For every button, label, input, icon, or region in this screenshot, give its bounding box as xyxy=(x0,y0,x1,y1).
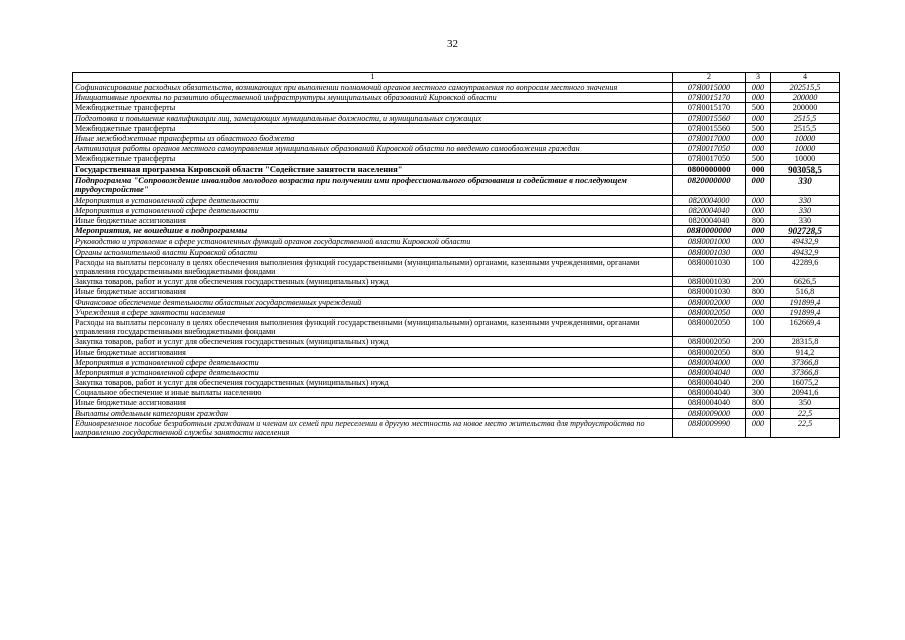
row-code-cell: 07Я0017050 xyxy=(673,154,746,164)
table-row xyxy=(73,113,840,123)
row-code-cell: 07Я0017050 xyxy=(673,144,746,154)
row-expense-type-cell: 200 xyxy=(746,378,771,388)
table-row xyxy=(73,418,840,437)
row-name-cell: Иные бюджетные ассигнования xyxy=(73,398,673,408)
budget-table-body xyxy=(73,83,840,438)
column-header-code: 2 xyxy=(673,73,746,83)
table-row xyxy=(73,216,840,226)
table-row xyxy=(73,123,840,133)
row-name-cell: Межбюджетные трансферты xyxy=(73,154,673,164)
row-code-cell: 07Я0015170 xyxy=(673,93,746,103)
row-code-cell: 08Я0004040 xyxy=(673,378,746,388)
row-code-cell: 08Я0002050 xyxy=(673,337,746,347)
row-amount-cell: 330 xyxy=(771,206,840,216)
row-name-cell: Органы исполнительной власти Кировской области xyxy=(73,247,673,257)
row-name-cell: Иные бюджетные ассигнования xyxy=(73,287,673,297)
row-name-cell: Межбюджетные трансферты xyxy=(73,123,673,133)
column-header-expense-type: 3 xyxy=(746,73,771,83)
table-row xyxy=(73,307,840,317)
row-code-cell: 0820004000 xyxy=(673,195,746,205)
table-row xyxy=(73,144,840,154)
table-row xyxy=(73,195,840,205)
row-amount-cell: 16075,2 xyxy=(771,378,840,388)
row-code-cell: 08Я0001030 xyxy=(673,277,746,287)
row-expense-type-cell: 200 xyxy=(746,337,771,347)
row-amount-cell: 49432,9 xyxy=(771,247,840,257)
page-number: 32 xyxy=(447,38,458,50)
row-expense-type-cell: 200 xyxy=(746,277,771,287)
row-name-cell: Активизация работы органов местного самоуправления муниципальных образований Кировской области по введению самообложения граждан xyxy=(73,144,673,154)
table-row xyxy=(73,347,840,357)
row-code-cell: 07Я0015560 xyxy=(673,123,746,133)
row-name-cell: Межбюджетные трансферты xyxy=(73,103,673,113)
row-name-cell: Подготовка и повышение квалификации лиц, замещающих муниципальные должности, и муниципальных служащих xyxy=(73,113,673,123)
row-amount-cell: 330 xyxy=(771,195,840,205)
table-row xyxy=(73,367,840,377)
table-row xyxy=(73,287,840,297)
table-row xyxy=(73,337,840,347)
table-row xyxy=(73,378,840,388)
row-code-cell: 08Я0004040 xyxy=(673,398,746,408)
table-row xyxy=(73,398,840,408)
row-name-cell: Мероприятия в установленной сфере деятельности xyxy=(73,195,673,205)
row-code-cell: 08Я0002000 xyxy=(673,297,746,307)
row-expense-type-cell: 000 xyxy=(746,307,771,317)
row-expense-type-cell: 800 xyxy=(746,347,771,357)
row-expense-type-cell: 000 xyxy=(746,164,771,175)
row-name-cell: Мероприятия в установленной сфере деятельности xyxy=(73,367,673,377)
row-expense-type-cell: 500 xyxy=(746,154,771,164)
row-amount-cell: 10000 xyxy=(771,144,840,154)
row-name-cell: Иные бюджетные ассигнования xyxy=(73,216,673,226)
row-name-cell: Финансовое обеспечение деятельности областных государственных учреждений xyxy=(73,297,673,307)
row-code-cell: 08Я0004040 xyxy=(673,367,746,377)
row-amount-cell: 22,5 xyxy=(771,418,840,437)
table-row xyxy=(73,83,840,93)
row-amount-cell: 6626,5 xyxy=(771,277,840,287)
row-expense-type-cell: 800 xyxy=(746,398,771,408)
row-expense-type-cell: 000 xyxy=(746,367,771,377)
table-row xyxy=(73,408,840,418)
row-amount-cell: 20941,6 xyxy=(771,388,840,398)
row-expense-type-cell: 000 xyxy=(746,418,771,437)
table-row xyxy=(73,247,840,257)
row-code-cell: 07Я0015560 xyxy=(673,113,746,123)
row-name-cell: Единовременное пособие безработным гражданам и членам их семей при переселении в другую местность на новое место жительства для трудоустройства по направлению государственной службы занятости населения xyxy=(73,418,673,437)
table-row xyxy=(73,237,840,247)
table-row xyxy=(73,317,840,336)
row-code-cell: 07Я0015170 xyxy=(673,103,746,113)
table-row xyxy=(73,357,840,367)
row-code-cell: 0820004040 xyxy=(673,216,746,226)
row-name-cell: Мероприятия в установленной сфере деятельности xyxy=(73,357,673,367)
row-code-cell: 08Я0001030 xyxy=(673,287,746,297)
row-code-cell: 07Я0015000 xyxy=(673,83,746,93)
table-row xyxy=(73,133,840,143)
row-amount-cell: 191899,4 xyxy=(771,307,840,317)
row-amount-cell: 914,2 xyxy=(771,347,840,357)
row-name-cell: Социальное обеспечение и иные выплаты населению xyxy=(73,388,673,398)
row-code-cell: 08Я0002050 xyxy=(673,347,746,357)
row-expense-type-cell: 800 xyxy=(746,287,771,297)
row-code-cell: 08Я0002050 xyxy=(673,317,746,336)
row-name-cell: Закупка товаров, работ и услуг для обеспечения государственных (муниципальных) нужд xyxy=(73,277,673,287)
row-expense-type-cell: 000 xyxy=(746,144,771,154)
table-row xyxy=(73,277,840,287)
row-amount-cell: 516,8 xyxy=(771,287,840,297)
table-row xyxy=(73,206,840,216)
row-name-cell: Государственная программа Кировской области "Содействие занятости населения" xyxy=(73,164,673,175)
table-row xyxy=(73,175,840,195)
table-row xyxy=(73,297,840,307)
budget-table xyxy=(72,72,840,438)
row-name-cell: Выплаты отдельным категориям граждан xyxy=(73,408,673,418)
row-name-cell: Софинансирование расходных обязательств, возникающих при выполнении полномочий органов местного самоуправления по вопросам местного значения xyxy=(73,83,673,93)
row-expense-type-cell: 800 xyxy=(746,216,771,226)
row-amount-cell: 202515,5 xyxy=(771,83,840,93)
row-amount-cell: 22,5 xyxy=(771,408,840,418)
row-expense-type-cell: 100 xyxy=(746,317,771,336)
table-header-row xyxy=(73,73,840,83)
row-amount-cell: 10000 xyxy=(771,133,840,143)
row-amount-cell: 350 xyxy=(771,398,840,408)
table-row xyxy=(73,388,840,398)
table-row xyxy=(73,154,840,164)
row-code-cell: 0820004040 xyxy=(673,206,746,216)
column-header-name: 1 xyxy=(73,73,673,83)
row-expense-type-cell: 100 xyxy=(746,257,771,276)
row-name-cell: Расходы на выплаты персоналу в целях обеспечения выполнения функций государственными (муниципальными) органами, казенными учреждениями, органами управления государственными внебюджетными фондами xyxy=(73,317,673,336)
row-amount-cell: 49432,9 xyxy=(771,237,840,247)
row-code-cell: 08Я0004040 xyxy=(673,388,746,398)
row-name-cell: Закупка товаров, работ и услуг для обеспечения государственных (муниципальных) нужд xyxy=(73,378,673,388)
row-amount-cell: 37366,8 xyxy=(771,357,840,367)
table-row xyxy=(73,226,840,237)
row-name-cell: Мероприятия в установленной сфере деятельности xyxy=(73,206,673,216)
row-expense-type-cell: 000 xyxy=(746,297,771,307)
row-code-cell: 08Я0000000 xyxy=(673,226,746,237)
row-name-cell: Мероприятия, не вошедшие в подпрограммы xyxy=(73,226,673,237)
row-expense-type-cell: 300 xyxy=(746,388,771,398)
row-expense-type-cell: 000 xyxy=(746,206,771,216)
row-expense-type-cell: 000 xyxy=(746,357,771,367)
row-name-cell: Расходы на выплаты персоналу в целях обеспечения выполнения функций государственными (муниципальными) органами, казенными учреждениями, органами управления государственными внебюджетными фондами xyxy=(73,257,673,276)
row-amount-cell: 191899,4 xyxy=(771,297,840,307)
row-name-cell: Руководство и управление в сфере установленных функций органов государственной власти Кировской области xyxy=(73,237,673,247)
row-name-cell: Закупка товаров, работ и услуг для обеспечения государственных (муниципальных) нужд xyxy=(73,337,673,347)
row-amount-cell: 2515,5 xyxy=(771,113,840,123)
row-code-cell: 08Я0002050 xyxy=(673,307,746,317)
row-expense-type-cell: 500 xyxy=(746,123,771,133)
table-row xyxy=(73,103,840,113)
table-row xyxy=(73,164,840,175)
row-expense-type-cell: 000 xyxy=(746,237,771,247)
row-name-cell: Подпрограмма "Сопровождение инвалидов молодого возраста при получении ими профессионального образования и содействие в последующем трудоустройстве" xyxy=(73,175,673,195)
row-expense-type-cell: 000 xyxy=(746,113,771,123)
row-code-cell: 07Я0017000 xyxy=(673,133,746,143)
row-name-cell: Инициативные проекты по развитию общественной инфраструктуры муниципальных образований Кировской области xyxy=(73,93,673,103)
table-row xyxy=(73,93,840,103)
row-code-cell: 0820000000 xyxy=(673,175,746,195)
row-expense-type-cell: 000 xyxy=(746,226,771,237)
row-code-cell: 08Я0001030 xyxy=(673,257,746,276)
row-code-cell: 0800000000 xyxy=(673,164,746,175)
row-code-cell: 08Я0001000 xyxy=(673,237,746,247)
row-name-cell: Учреждения в сфере занятости населения xyxy=(73,307,673,317)
row-amount-cell: 162669,4 xyxy=(771,317,840,336)
row-expense-type-cell: 000 xyxy=(746,93,771,103)
row-amount-cell: 200000 xyxy=(771,93,840,103)
row-code-cell: 08Я0001030 xyxy=(673,247,746,257)
row-name-cell: Иные межбюджетные трансферты из областного бюджета xyxy=(73,133,673,143)
row-amount-cell: 330 xyxy=(771,175,840,195)
row-amount-cell: 902728,5 xyxy=(771,226,840,237)
row-amount-cell: 330 xyxy=(771,216,840,226)
row-amount-cell: 2515,5 xyxy=(771,123,840,133)
row-expense-type-cell: 000 xyxy=(746,83,771,93)
row-amount-cell: 37366,8 xyxy=(771,367,840,377)
row-expense-type-cell: 500 xyxy=(746,103,771,113)
row-expense-type-cell: 000 xyxy=(746,133,771,143)
row-amount-cell: 42289,6 xyxy=(771,257,840,276)
column-header-amount: 4 xyxy=(771,73,840,83)
row-expense-type-cell: 000 xyxy=(746,247,771,257)
row-amount-cell: 903058,5 xyxy=(771,164,840,175)
row-expense-type-cell: 000 xyxy=(746,175,771,195)
row-code-cell: 08Я0004000 xyxy=(673,357,746,367)
row-amount-cell: 28315,8 xyxy=(771,337,840,347)
row-expense-type-cell: 000 xyxy=(746,408,771,418)
table-row xyxy=(73,257,840,276)
row-expense-type-cell: 000 xyxy=(746,195,771,205)
row-amount-cell: 200000 xyxy=(771,103,840,113)
row-code-cell: 08Я0009990 xyxy=(673,418,746,437)
row-amount-cell: 10000 xyxy=(771,154,840,164)
row-name-cell: Иные бюджетные ассигнования xyxy=(73,347,673,357)
row-code-cell: 08Я0009000 xyxy=(673,408,746,418)
